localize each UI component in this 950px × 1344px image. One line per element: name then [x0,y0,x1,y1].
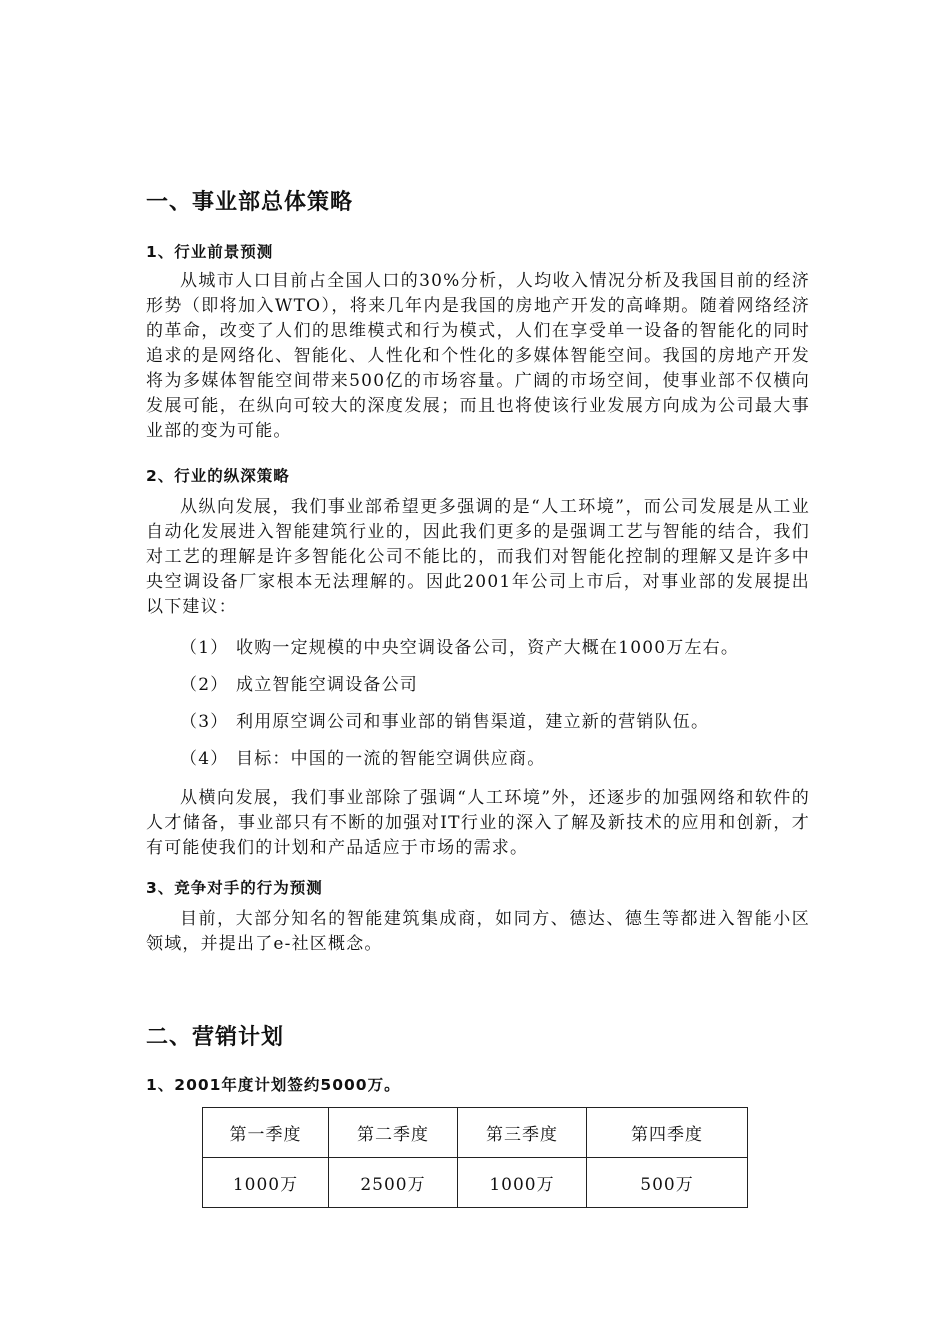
section-1-1-title: 1、行业前景预测 [146,243,274,261]
quarterly-plan-table [202,1107,748,1208]
list-item-number: （3） [180,712,229,732]
list-item-number: （1） [180,638,229,658]
list-item [180,636,739,661]
list-item-text: 成立智能空调设备公司 [236,675,418,695]
table-header-cell: 第一季度 [203,1108,329,1158]
table-header-row [203,1108,748,1158]
section-1-3-paragraph: 目前，大部分知名的智能建筑集成商，如同方、德达、德生等都进入智能小区领域，并提出了e-社区概念。 [146,909,810,954]
table-header-cell: 第三季度 [458,1108,587,1158]
section-1-2-paragraph-2: 从横向发展，我们事业部除了强调“人工环境”外，还逐步的加强网络和软件的人才储备，事业部只有不断的加强对IT行业的深入了解及新技术的应用和创新，才有可能使我们的计划和产品适应于市场的需求。 [146,788,810,858]
section-2-title: 二、营销计划 [146,1025,285,1050]
section-1-3-title: 3、竞争对手的行为预测 [146,879,323,897]
section-1-2-title: 2、行业的纵深策略 [146,467,290,485]
table-row [203,1158,748,1208]
section-2-1-title: 1、2001年度计划签约5000万。 [146,1076,401,1094]
list-item-text: 目标：中国的一流的智能空调供应商。 [236,749,546,769]
table-cell: 1000万 [203,1158,329,1208]
table-cell: 500万 [587,1158,748,1208]
table-cell: 1000万 [458,1158,587,1208]
section-1-2-paragraph-1: 从纵向发展，我们事业部希望更多强调的是“人工环境”，而公司发展是从工业自动化发展进入智能建筑行业的，因此我们更多的是强调工艺与智能的结合，我们对工艺的理解是许多智能化公司不能比的，而我们对智能化控制的理解又是许多中央空调设备厂家根本无法理解的。因此2001年公司上市后，对事业部的发展提出以下建议： [146,497,810,617]
list-item [180,673,418,698]
list-item-number: （2） [180,675,229,695]
list-item [180,710,709,735]
list-item-text: 利用原空调公司和事业部的销售渠道，建立新的营销队伍。 [236,712,710,732]
list-item-number: （4） [180,749,229,769]
section-1-1-paragraph: 从城市人口目前占全国人口的30%分析，人均收入情况分析及我国目前的经济形势（即将加入WTO），将来几年内是我国的房地产开发的高峰期。随着网络经济的革命，改变了人们的思维模式和行为模式，人们在享受单一设备的智能化的同时追求的是网络化、智能化、人性化和个性化的多媒体智能空间。我国的房地产开发将为多媒体智能空间带来500亿的市场容量。广阔的市场空间，使事业部不仅横向发展可能，在纵向可较大的深度发展；而且也将使该行业发展方向成为公司最大事业部的变为可能。 [146,271,810,441]
table-cell: 2500万 [329,1158,458,1208]
section-1-title: 一、事业部总体策略 [146,190,354,215]
list-item [180,747,545,772]
table-header-cell: 第二季度 [329,1108,458,1158]
list-item-text: 收购一定规模的中央空调设备公司，资产大概在1000万左右。 [236,638,740,658]
table-header-cell: 第四季度 [587,1108,748,1158]
